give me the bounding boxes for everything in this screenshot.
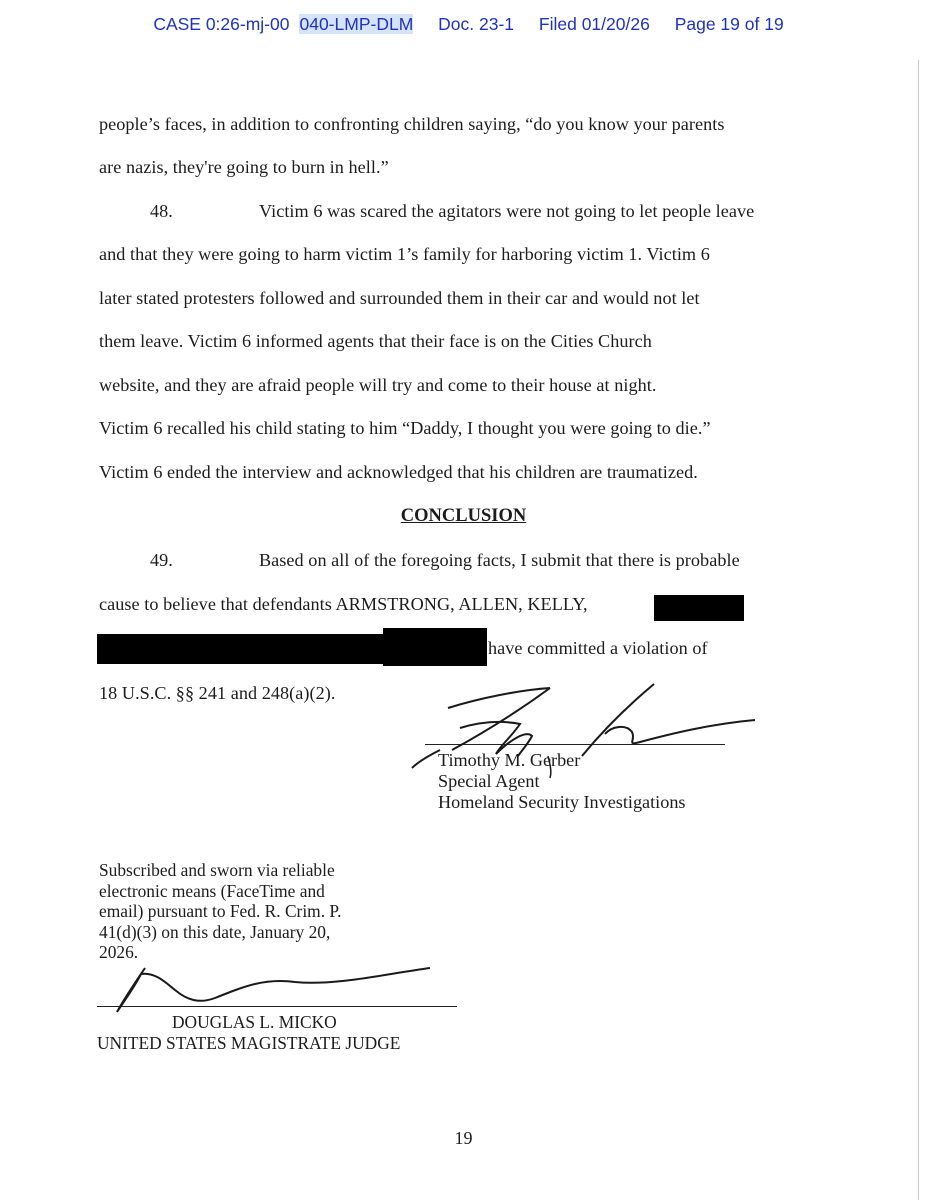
case-number-highlight: 040-LMP-DLM bbox=[299, 14, 414, 34]
page-number: 19 bbox=[454, 1128, 473, 1148]
page-count: Page 19 of 19 bbox=[674, 14, 784, 34]
ecf-header bbox=[0, 14, 927, 42]
judge-signature bbox=[95, 960, 455, 1020]
sworn-line: electronic means (FaceTime and bbox=[99, 880, 325, 901]
judge-name: DOUGLAS L. MICKO bbox=[172, 1012, 337, 1032]
body-line-text: Victim 6 was scared the agitators were not going to let people leave bbox=[259, 201, 755, 221]
body-line-text: Based on all of the foregoing facts, I submit that there is probable bbox=[259, 550, 740, 570]
body-line: website, and they are afraid people will try and come to their house at night. bbox=[99, 375, 657, 395]
body-line: Victim 6 ended the interview and acknowledged that his children are traumatized. bbox=[99, 462, 698, 482]
sworn-line: 2026. bbox=[99, 942, 139, 962]
paragraph-49-start bbox=[99, 550, 740, 571]
body-line: them leave. Victim 6 informed agents that their face is on the Cities Church bbox=[99, 331, 652, 351]
body-line: Victim 6 recalled his child stating to him “Daddy, I thought you were going to die.” bbox=[99, 418, 711, 438]
sworn-statement bbox=[99, 860, 342, 963]
agent-title: Special Agent bbox=[438, 771, 540, 791]
body-line: people’s faces, in addition to confronting children saying, “do you know your parents bbox=[99, 114, 725, 134]
body-line: are nazis, they're going to burn in hell.” bbox=[99, 157, 389, 177]
body-line: later stated protesters followed and surrounded them in their car and would not let bbox=[99, 288, 700, 308]
doc-number: Doc. 23-1 bbox=[438, 14, 515, 34]
sworn-line: 41(d)(3) on this date, January 20, bbox=[99, 921, 331, 942]
filed-date: Filed 01/20/26 bbox=[538, 14, 650, 34]
paragraph-number: 49. bbox=[150, 550, 173, 570]
paragraph-48-start bbox=[99, 201, 754, 222]
agent-name: Timothy M. Gerber bbox=[438, 750, 581, 770]
body-line: and that they were going to harm victim 1’s family for harboring victim 1. Victim 6 bbox=[99, 244, 710, 264]
paragraph-number: 48. bbox=[150, 201, 173, 221]
redaction-box bbox=[654, 595, 744, 621]
case-number-prefix: CASE 0:26-mj-00 bbox=[153, 14, 290, 34]
scan-edge bbox=[918, 60, 927, 1200]
agent-signature-block bbox=[438, 750, 686, 813]
body-line: cause to believe that defendants ARMSTRONG, ALLEN, KELLY, bbox=[99, 594, 588, 614]
redaction-box bbox=[383, 628, 487, 666]
sworn-line: email) pursuant to Fed. R. Crim. P. bbox=[99, 901, 342, 921]
judge-title: UNITED STATES MAGISTRATE JUDGE bbox=[97, 1033, 401, 1053]
agent-agency: Homeland Security Investigations bbox=[438, 792, 686, 812]
conclusion-heading: CONCLUSION bbox=[400, 506, 527, 526]
case-number bbox=[143, 14, 413, 34]
body-line: 18 U.S.C. §§ 241 and 248(a)(2). bbox=[99, 683, 336, 703]
redaction-box bbox=[97, 634, 385, 664]
judge-signature-block bbox=[97, 1012, 400, 1054]
sworn-line: Subscribed and sworn via reliable bbox=[99, 860, 335, 880]
body-line: have committed a violation of bbox=[488, 638, 708, 658]
